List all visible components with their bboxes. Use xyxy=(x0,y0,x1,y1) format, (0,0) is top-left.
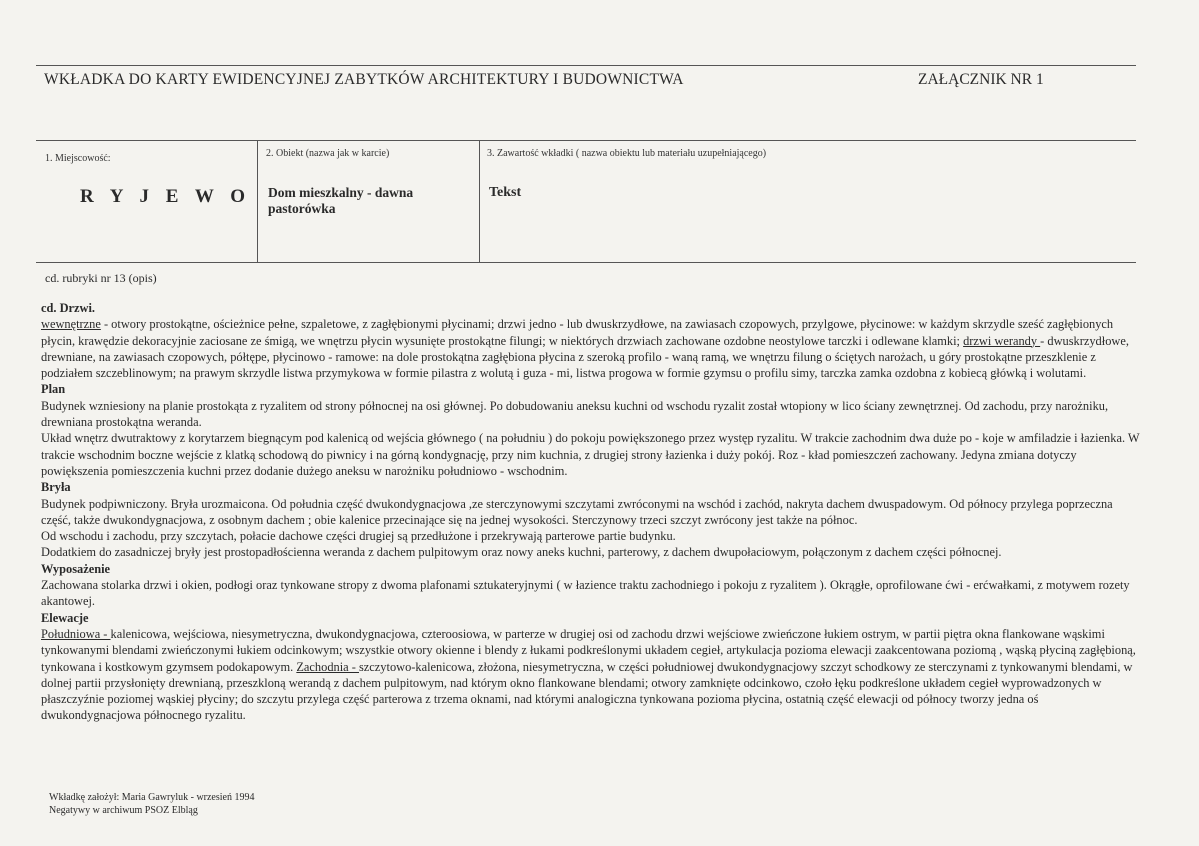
field-divider-2 xyxy=(479,140,480,262)
west-elevation-label: Zachodnia - xyxy=(296,659,359,674)
equipment-paragraph: Zachowana stolarka drzwi i okien, podłogi oraz tynkowane stropy z dwoma plafonami sztukateryjnymi ( w łazience traktu zachodniego i pokoju z ryzalitem ). Okrągłe, oprofilowane ćwi - erćwałkami, z motywem rozety akantowej. xyxy=(41,578,1130,609)
fields-bottom-rule xyxy=(36,262,1136,263)
content-value: Tekst xyxy=(489,185,522,200)
plan-heading: Plan xyxy=(41,382,66,397)
doors-paragraph xyxy=(41,316,1141,381)
plan-paragraph-1: Budynek wzniesiony na planie prostokąta z ryzalitem od strony północnej na osi głównej. Po dobudowaniu aneksu kuchni od wschodu ryzalit został wtopiony w lico ściany zewnętrznej. Od zachodu, przy narożniku, drewniana prostokątna weranda. xyxy=(41,398,1109,430)
massing-paragraph-3: Dodatkiem do zasadniczej bryły jest prostopadłościenna weranda z dachem pulpitowym oraz nowy aneks kuchni, parterowy, z dachem dwupołaciowym, połączonym z dachem części północnej. xyxy=(41,545,1002,560)
south-elevation-text: kalenicowa, wejściowa, niesymetryczna, dwukondygnacjowa, czteroosiowa, w parterze w drugiej osi od zachodu drzwi wejściowe zwieńczone łukiem ostrym, w partii piętra okna flankowane wąskimi tynkowanymi blendami zwieńczonymi łukiem odcinkowym; wszystkie otwory okienne i blendy z łukami podkreślonymi układem cegieł, artykulacja pozioma elewacji zaakcentowana poziomą , wąską płyciną zagłębioną, tynkowana i kostkowym gzymsem podokapowym. xyxy=(41,626,1136,674)
footer-notes xyxy=(49,791,254,817)
object-value: Dom mieszkalny - dawna pastorówka xyxy=(268,185,414,216)
plan-paragraph-2: Układ wnętrz dwutraktowy z korytarzem biegnącym pod kalenicą od wejścia głównego ( na południu ) do pokoju powiększonego przez występ ryzalitu. W trakcie zachodnim dwa duże po - koje w amfiladzie i łazienka. W trakcie wschodnim boczne wejście z klatką schodową do piwnicy i na górną kondygnację, przy nim kuchnia, z drugiej strony łazienka i duży pokój. Roz - kład pomieszczeń zachowany. Jedyna zmiana dotyczy powiększenia pomieszczenia kuchni przez dodanie dużego aneksu w narożniku południowo - wschodnim. xyxy=(41,431,1140,478)
massing-heading: Bryła xyxy=(41,480,71,495)
locality-value: R Y J E W O xyxy=(80,186,252,207)
massing-paragraph-1: Budynek podpiwniczony. Bryła urozmaicona. Od południa część dwukondygnacjowa ,ze sterczynowymi szczytami zwróconymi na wschód i zachód, nakryta dachem dwuspadowym. Od północy przylega poprzeczna część, także dwukondygnacjowa, z osobnym dachem ; obie kalenice przecinające się na jednej wysokości. Sterczynowy trzeci szczyt zwrócony jest także na północ. xyxy=(41,496,1113,527)
veranda-doors-label: drzwi werandy xyxy=(963,333,1041,348)
massing-paragraph-2: Od wschodu i zachodu, przy szczytach, połacie dachowe części drugiej są przedłużone i przekrywają parterowe partie budynku. xyxy=(41,529,676,544)
top-rule xyxy=(36,65,1136,66)
archive-note: Negatywy w archiwum PSOZ Elbląg xyxy=(49,805,198,816)
locality-label: 1. Miejscowość: xyxy=(45,153,111,164)
elevations-heading: Elewacje xyxy=(41,610,89,625)
author-note: Wkładkę założył: Maria Gawryluk - wrzesień 1994 xyxy=(49,792,255,803)
field-divider-1 xyxy=(257,140,258,262)
veranda-doors-text: - dwuskrzydłowe, drewniane, na zawiasach czopowych, półtępe, płycinowo - ramowe: na dole prostokątna zagłębiona płycina z szeroką profilo - waną ramą, we wnętrzu filung o ściętych narożach, u góry prostokątne przeszklenie z podziałem szczeblinowym; na prawym skrzydle listwa przymykowa w formie pilastra z wolutą i guza - mi, listwa progowa w formie gzymsu o profilu simy, tarczka zamka ozdobna z kobiecą główką i wolutami. xyxy=(41,333,1129,381)
west-elevation-text: szczytowo-kalenicowa, złożona, niesymetryczna, w części południowej dwukondygnacjowy szczyt schodkowy ze sterczynami z tynkowanymi blendami, w dolnej partii przysłonięty drewnianą, przeszkloną werandą z dachem pulpitowym, nad którym okno flankowane blendami; otwory zamknięte odcinkowo, czoło łęku podkreślone układem cegieł wyprowadzonych w płaszczyźnie poziomej wąskiej płyciny; do szczytu przylega część parterowa z trzema oknami, nad którymi analogiczna tynkowana pozioma płycina, ostatnią część elewacji od północy tworzy jedna oś dwukondygnacjowa północnego ryzalitu. xyxy=(41,659,1133,723)
fields-top-rule xyxy=(36,140,1136,141)
elevations-paragraph xyxy=(41,626,1141,724)
form-title: WKŁADKA DO KARTY EWIDENCYJNEJ ZABYTKÓW ARCHITEKTURY I BUDOWNICTWA xyxy=(44,71,684,88)
content-label: 3. Zawartość wkładki ( nazwa obiektu lub materiału uzupełniającego) xyxy=(487,148,767,159)
south-elevation-label: Południowa - xyxy=(41,626,111,641)
annex-number: ZAŁĄCZNIK NR 1 xyxy=(918,71,1044,88)
doors-heading: cd. Drzwi. xyxy=(41,301,96,315)
interior-doors-label: wewnętrzne xyxy=(41,317,101,332)
continued-rubric-label: cd. rubryki nr 13 (opis) xyxy=(45,271,157,285)
equipment-heading: Wyposażenie xyxy=(41,561,111,576)
object-label: 2. Obiekt (nazwa jak w karcie) xyxy=(266,148,390,159)
description-body xyxy=(41,300,1141,724)
interior-doors-text: - otwory prostokątne, ościeżnice pełne, szpaletowe, z zagłębionymi płycinami; drzwi jedno - lub dwuskrzydłowe, na zawiasach czopowych, przylgowe, płycinowe: w każdym skrzydle sześć zagłębionych płycin, krawędzie dekoracyjnie zaciosane ze śmigą, we wnętrzu płycin wysunięte prostokątne filungi; w niektórych drzwiach zachowane ozdobne neostylowe tarczki i odlewane klamki; xyxy=(41,317,1114,348)
